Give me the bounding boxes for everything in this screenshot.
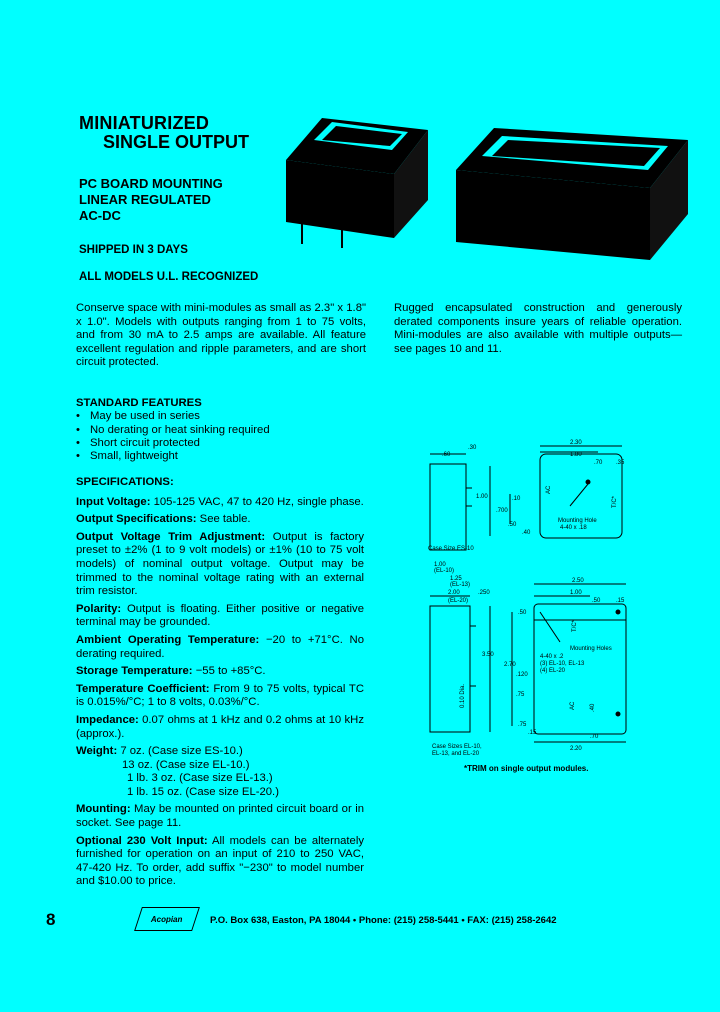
dim-label: 1.80 — [570, 452, 582, 458]
dim-label: 2.20 — [570, 746, 582, 752]
dim-label: .70 — [590, 734, 599, 740]
spec-optional-230v: Optional 230 Volt Input: All models can be alternately furnished for operation on an input of 210 to 250 VAC, 47-420 Hz. To order, add suffix "−230" to model number and $10.00 to price. — [76, 834, 364, 888]
spec-temp-coefficient: Temperature Coefficient: From 9 to 75 volts, typical TC is 0.015%/°C; 1 to 8 volts, 0.03%/°C. — [76, 682, 364, 709]
case-label-el: Case Sizes EL-10, — [432, 744, 482, 750]
mounting-holes-el10: (3) EL-10, EL-13 — [540, 661, 585, 667]
dim-label: .70 — [594, 460, 603, 466]
standard-features — [76, 397, 366, 463]
side-dia-label: 0.10 Dia. — [460, 683, 466, 708]
dim-label: .30 — [468, 445, 477, 451]
dim-label: .250 — [478, 590, 490, 596]
dim-label: 2.50 — [572, 578, 584, 584]
mounting-hole-label: Mounting Hole — [558, 518, 597, 524]
dim-label: .60 — [442, 452, 451, 458]
specifications — [76, 476, 364, 893]
feature-item: • No derating or heat sinking required — [76, 424, 366, 437]
dim-label: .40 — [522, 530, 531, 536]
features-list — [76, 410, 366, 463]
feature-item: • Short circuit protected — [76, 437, 366, 450]
mounting-hole-spec: 4-40 x .18 — [560, 525, 587, 531]
subtitle-line-1: PC BOARD MOUNTING — [79, 176, 223, 191]
page-number: 8 — [46, 910, 56, 929]
mounting-holes-label: Mounting Holes — [570, 646, 612, 652]
dim-label: .50 — [592, 598, 601, 604]
spec-trim: Output Voltage Trim Adjustment: Output is factory preset to ±2% (1 to 9 volt models) or ±1% (10 to 75 volt models) of nominal output voltage. Output may be trimmed to the nominal voltage rating with an external trim resistor. — [76, 530, 364, 598]
title-line-1: MINIATURIZED — [79, 113, 210, 133]
dim-label: .40 — [590, 703, 596, 712]
tc-label: T/C* — [572, 620, 578, 632]
feature-item: • Small, lightweight — [76, 450, 366, 463]
feature-item: • May be used in series — [76, 410, 366, 423]
intro-right-paragraph: Rugged encapsulated construction and generously derated components insure years of reliable operation. Mini-modules are also available with multiple outputs— see pages 10 and 11. — [394, 302, 682, 355]
dim-label: 2.30 — [570, 440, 582, 446]
dim-label: .15 — [528, 730, 537, 736]
dim-label: .700 — [496, 508, 508, 514]
dim-label: (EL-20) — [448, 598, 469, 604]
dim-label: .10 — [512, 496, 521, 502]
subtitle-line-3: AC-DC — [79, 208, 121, 223]
trim-note: *TRIM on single output modules. — [464, 764, 589, 773]
features-heading: STANDARD FEATURES — [76, 397, 202, 409]
spec-impedance: Impedance: 0.07 ohms at 1 kHz and 0.2 ohms at 10 kHz (approx.). — [76, 713, 364, 740]
dimension-drawing — [420, 436, 630, 761]
dim-label: .75 — [518, 722, 527, 728]
intro-left-paragraph: Conserve space with mini-modules as small as 2.3" x 1.8" x 1.0". Models with outputs ranging from 1 to 75 volts, and from 30 mA to 2.5 amps are available. All feature excellent regulation and ripple parameters, and are short circuit protected. — [76, 302, 366, 369]
dim-label: .15 — [616, 598, 625, 604]
spec-weight: Weight: 7 oz. (Case size ES-10.) 13 oz. (Case size EL-10.) 1 lb. 3 oz. (Case size EL-13.) 1 lb. 15 oz. (Case size EL-20.) — [76, 745, 279, 798]
es10-side-view — [430, 464, 466, 550]
specs-heading: SPECIFICATIONS: — [76, 476, 174, 488]
tc-label: T/C* — [612, 496, 618, 508]
ac-label: AC — [546, 485, 552, 494]
spec-output: Output Specifications: See table. — [76, 513, 251, 526]
contact-address: P.O. Box 638, Easton, PA 18044 • Phone: (215) 258-5441 • FAX: (215) 258-2642 — [210, 915, 557, 926]
mounting-holes-el20: (4) EL-20 — [540, 668, 566, 674]
dim-label: 1.00 — [434, 562, 446, 568]
dim-label: (EL-10) — [434, 568, 455, 574]
product-photo — [270, 110, 700, 270]
small-module-image — [286, 118, 428, 248]
spec-mounting: Mounting: May be mounted on printed circuit board or in socket. See page 11. — [76, 803, 364, 830]
large-module-image — [456, 128, 688, 260]
dim-label: .75 — [516, 692, 525, 698]
dim-label: .120 — [516, 672, 528, 678]
dim-label: .35 — [616, 460, 625, 466]
dim-label: 1.25 — [450, 576, 462, 582]
dim-label: 2.70 — [504, 662, 516, 668]
el-side-view — [430, 606, 470, 732]
ac-label: AC — [570, 701, 576, 710]
dim-label: (EL-13) — [450, 582, 471, 588]
spec-input-voltage: Input Voltage: 105-125 VAC, 47 to 420 Hz, single phase. — [76, 495, 364, 508]
recognized-note: ALL MODELS U.L. RECOGNIZED — [79, 271, 259, 283]
dim-label: .50 — [508, 522, 517, 528]
spec-polarity: Polarity: Output is floating. Either positive or negative terminal may be grounded. — [76, 602, 364, 629]
case-label-el-2: EL-13, and EL-20 — [432, 751, 480, 757]
dim-label: 2.00 — [448, 590, 460, 596]
mounting-holes-spec: 4-40 x .2 — [540, 654, 564, 660]
spec-ambient-temp: Ambient Operating Temperature: −20 to +71°C. No derating required. — [76, 633, 364, 660]
dim-label: 1.00 — [476, 494, 488, 500]
dim-label: 3.50 — [482, 652, 494, 658]
dim-label: 1.00 — [570, 590, 582, 596]
shipped-note: SHIPPED IN 3 DAYS — [79, 244, 188, 256]
acopian-logo: Acopian — [134, 907, 200, 931]
case-label-es10: Case Size ES-10 — [428, 546, 474, 552]
title-line-2: SINGLE OUTPUT — [103, 132, 250, 152]
dim-label: .50 — [518, 610, 527, 616]
spec-storage-temp: Storage Temperature: −55 to +85°C. — [76, 665, 266, 678]
subtitle-line-2: LINEAR REGULATED — [79, 192, 211, 207]
